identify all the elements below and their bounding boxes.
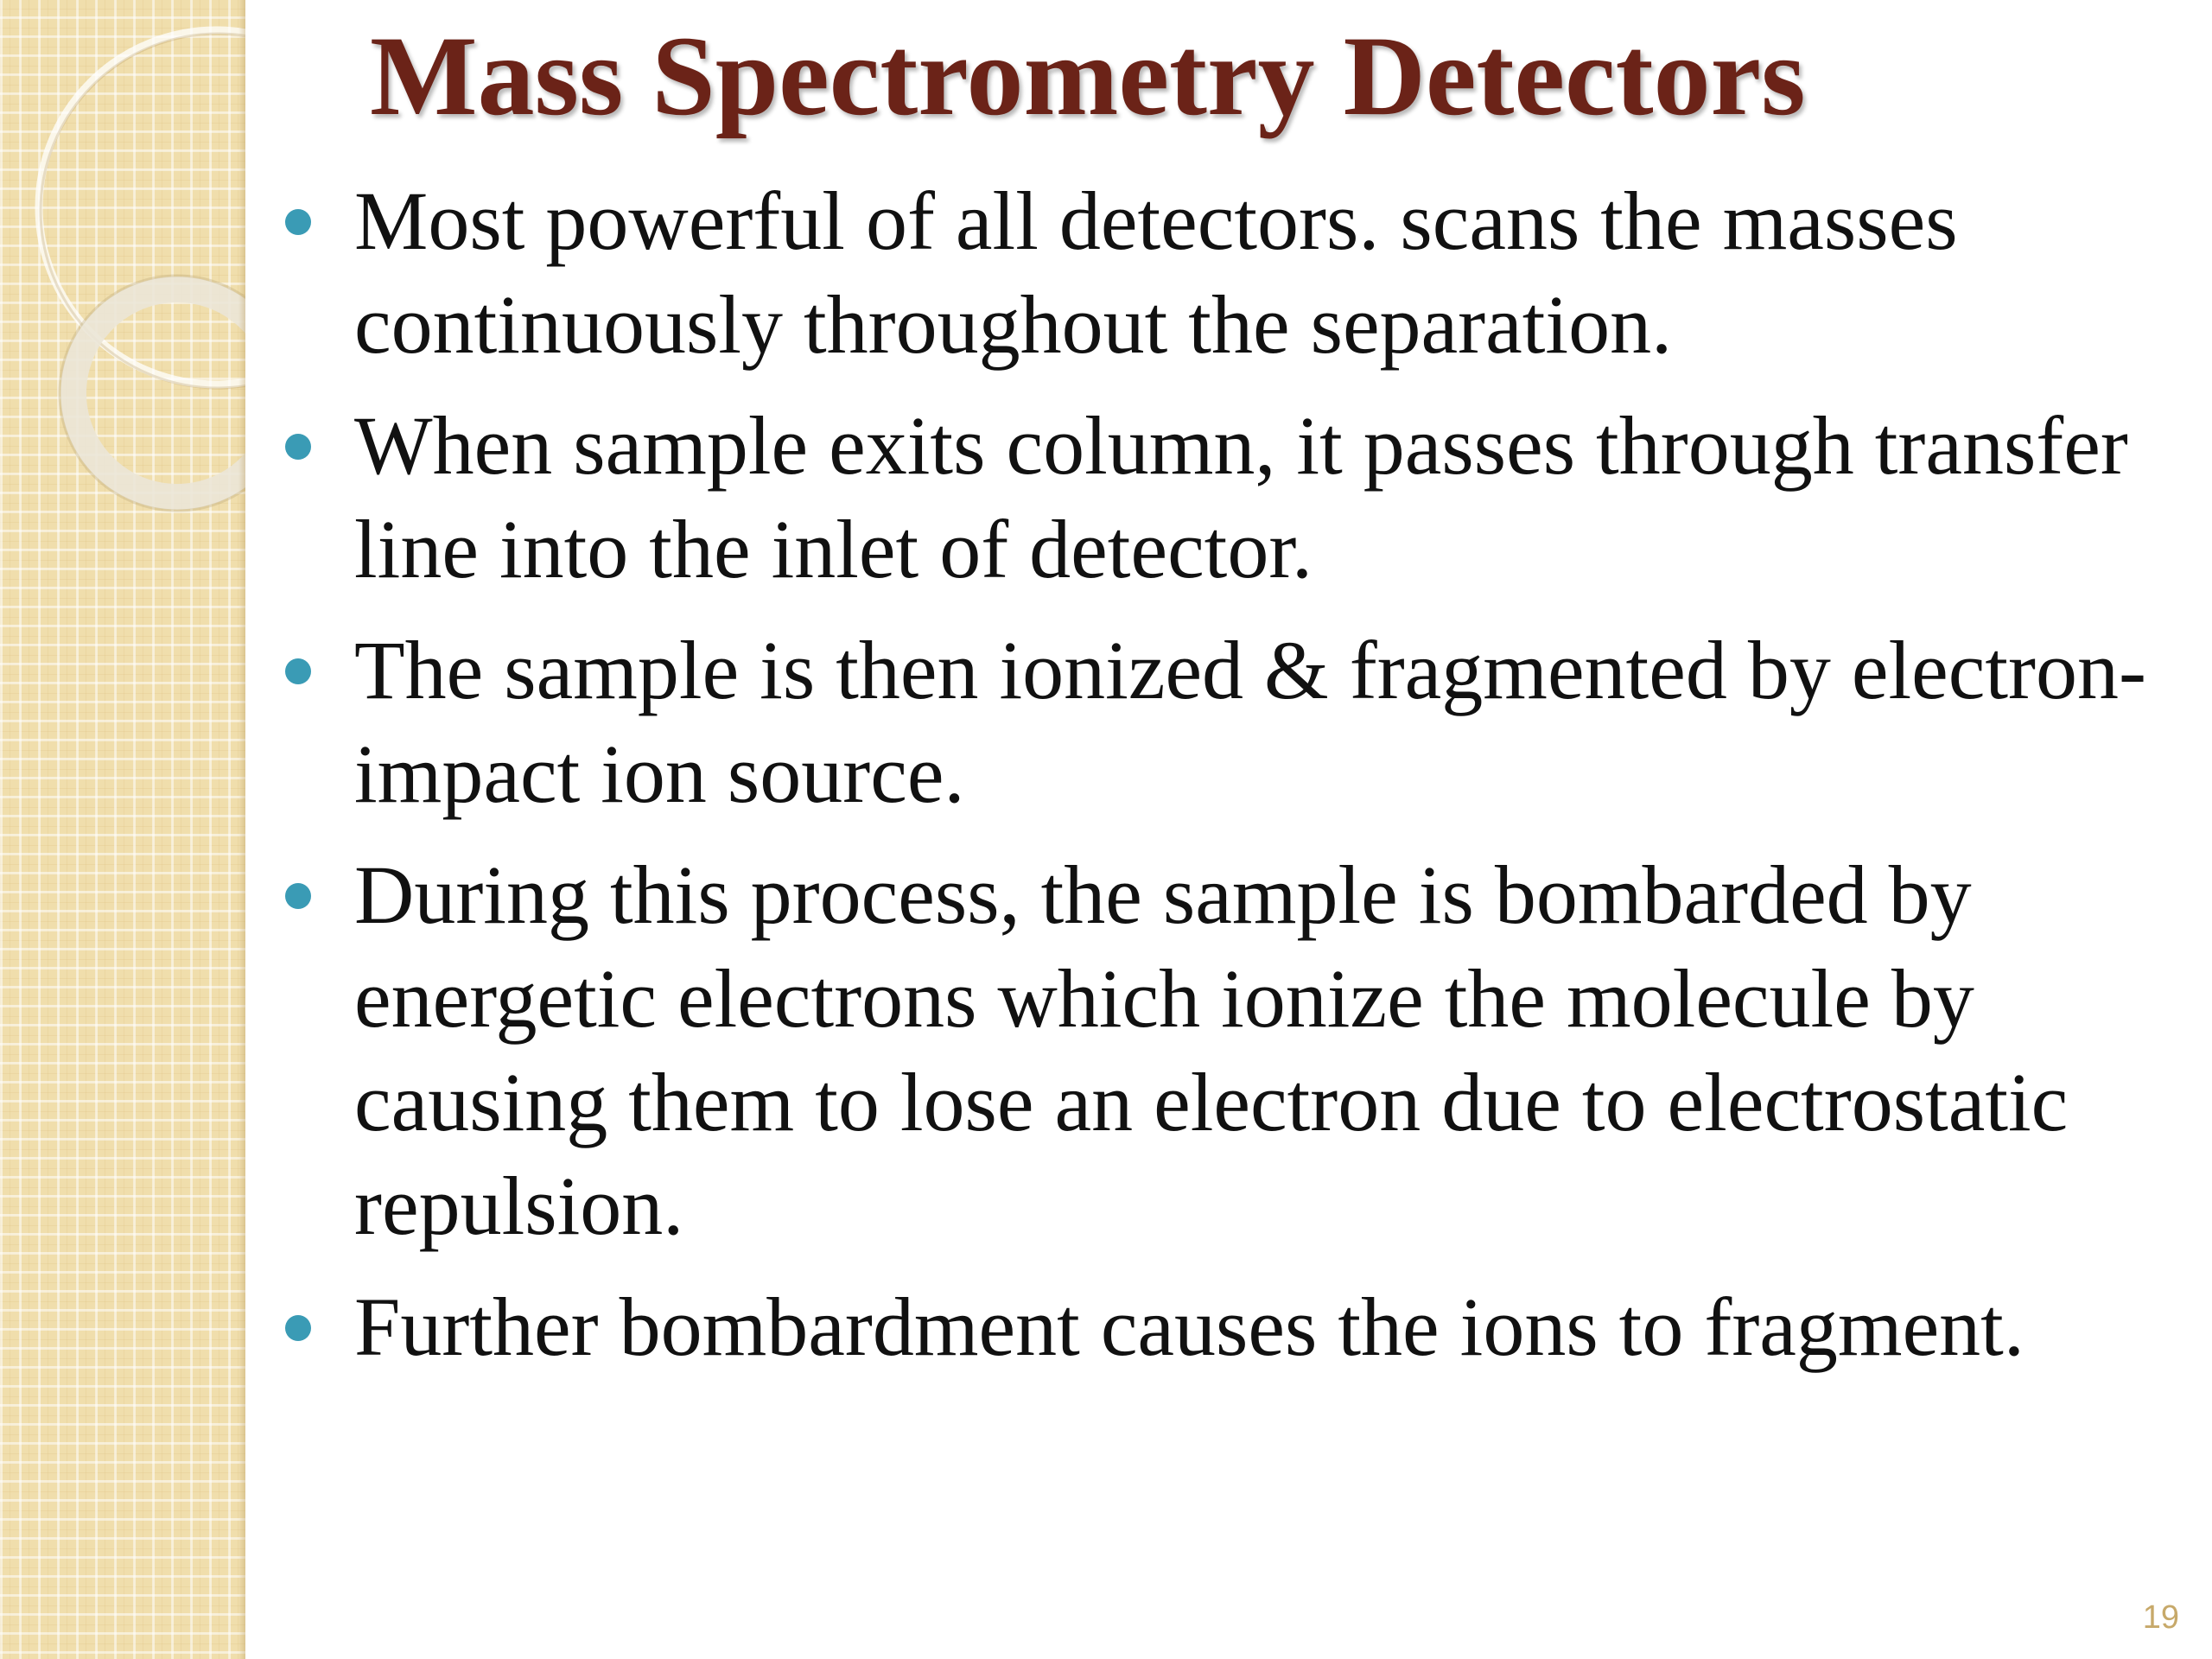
bullet-dot-icon xyxy=(285,883,311,909)
bullet-item xyxy=(285,843,2152,1258)
bullet-text: Further bombardment causes the ions to fragment. xyxy=(354,1281,2024,1373)
slide-title: Mass Spectrometry Detectors xyxy=(370,12,1806,139)
page-number: 19 xyxy=(2142,1599,2179,1636)
bullet-dot-icon xyxy=(285,209,311,235)
decorative-rings xyxy=(0,0,245,605)
bullet-item xyxy=(285,619,2152,826)
bullet-item xyxy=(285,169,2152,377)
bullet-item xyxy=(285,394,2152,601)
large-ring xyxy=(39,30,245,385)
decorative-sidebar xyxy=(0,0,245,1659)
bullet-item xyxy=(285,1275,2152,1379)
large-ring-shadow xyxy=(41,34,245,388)
bullet-text: The sample is then ionized & fragmented by electron-impact ion source. xyxy=(354,624,2146,820)
bullet-text: Most powerful of all detectors. scans the masses continuously throughout the separation. xyxy=(354,175,1958,371)
small-ring xyxy=(73,289,245,497)
bullet-list xyxy=(285,169,2152,1396)
bullet-dot-icon xyxy=(285,658,311,684)
bullet-text: When sample exits column, it passes through transfer line into the inlet of detector. xyxy=(354,399,2128,595)
bullet-dot-icon xyxy=(285,1315,311,1341)
bullet-dot-icon xyxy=(285,434,311,460)
bullet-text: During this process, the sample is bombarded by energetic electrons which ionize the molecule by causing them to lose an electron due to electrostatic repulsion. xyxy=(354,849,2069,1252)
